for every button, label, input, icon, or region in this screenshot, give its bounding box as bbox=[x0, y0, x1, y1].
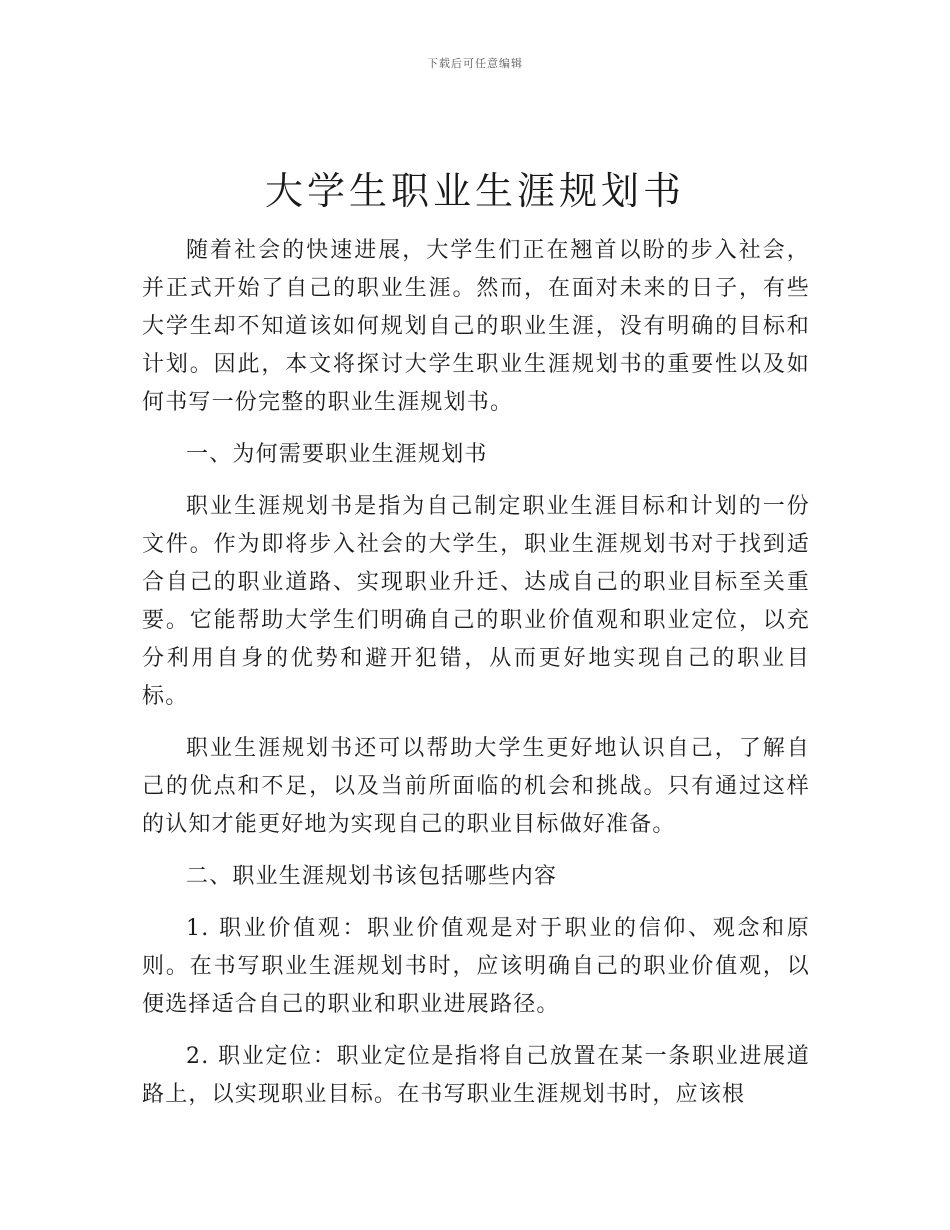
document-title: 大学生职业生涯规划书 bbox=[264, 169, 685, 213]
list-item-2: 2. 职业定位：职业定位是指将自己放置在某一条职业进展道路上，以实现职业目标。在书写职业生涯规划书时，应该根 bbox=[142, 1044, 810, 1107]
intro-paragraph: 随着社会的快速进展，大学生们正在翘首以盼的步入社会，并正式开始了自己的职业生涯。然而，在面对未来的日子，有些大学生却不知道该如何规划自己的职业生涯，没有明确的目标和计划。因此，本文将探讨大学生职业生涯规划书的重要性以及如何书写一份完整的职业生涯规划书。 bbox=[142, 238, 810, 415]
section-heading-1: 一、为何需要职业生涯规划书 bbox=[186, 442, 488, 467]
section-1-paragraph-1: 职业生涯规划书是指为自己制定职业生涯目标和计划的一份文件。作为即将步入社会的大学生，职业生涯规划书对于找到适合自己的职业道路、实现职业升迁、达成自己的职业目标至关重要。它能帮助大学生们明确自己的职业价值观和职业定位，以充分利用自身的优势和避开犯错，从而更好地实现自己的职业目标。 bbox=[142, 494, 810, 709]
page-header: 下载后可任意编辑 bbox=[427, 57, 523, 70]
list-item-1: 1. 职业价值观：职业价值观是对于职业的信仰、观念和原则。在书写职业生涯规划书时，应该明确自己的职业价值观，以便选择适合自己的职业和职业进展路径。 bbox=[142, 916, 810, 1017]
document-body bbox=[142, 232, 810, 1128]
section-heading-2: 二、职业生涯规划书该包括哪些内容 bbox=[186, 864, 558, 889]
section-1-paragraph-2: 职业生涯规划书还可以帮助大学生更好地认识自己，了解自己的优点和不足，以及当前所面临的机会和挑战。只有通过这样的认知才能更好地为实现自己的职业目标做好准备。 bbox=[142, 736, 810, 837]
